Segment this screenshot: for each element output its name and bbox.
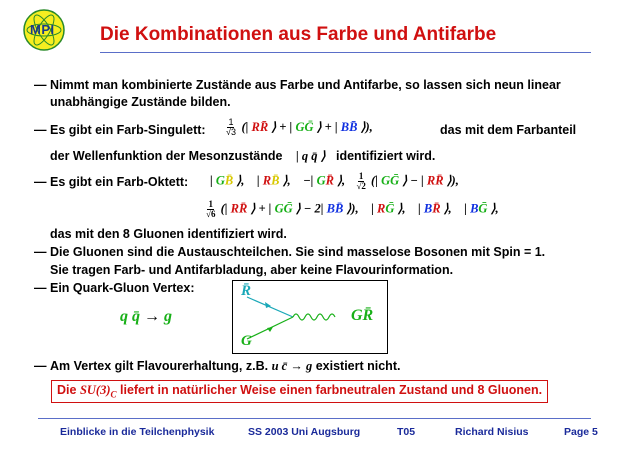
singlet-formula: $\frac{1}{√3}$ (| RR̄ ⟩ + | GḠ ⟩ + | BB̄ ⟩), [226,117,373,137]
bullet-2-line2a: der Wellenfunktion der Mesonzustände [50,149,283,163]
bullet-4-line1: Die Gluonen sind die Austauschteilchen. Sie sind masselose Bosonen mit Spin = 1. [50,245,546,259]
feynman-diagram [232,280,388,354]
bullet-dash: — [34,281,47,295]
footer-semester: SS 2003 Uni Augsburg [248,426,361,438]
bullet-dash: — [34,359,47,373]
label-gluon: GR̄ [351,307,374,324]
page-title: Die Kombinationen aus Farbe und Antifarbe [100,24,497,45]
octet-line1: | GB̄ ⟩, | RB̄ ⟩, −| GR̄ ⟩, $\frac{1}{√2}$ (| GḠ ⟩ − | RR̄ ⟩), [210,171,459,191]
title-rule [100,52,591,53]
bullet-3-line3: das mit den 8 Gluonen identifiziert wird. [50,227,287,241]
bullet-1-line1: Nimmt man kombinierte Zustände aus Farbe und Antifarbe, so lassen sich neun linear [50,78,561,92]
qqbar-ket: | q q̄ ⟩ [296,149,326,163]
octet-line2: $\frac{1}{√6}$ (| RR̄ ⟩ + | GḠ ⟩ − 2| BB̄ ⟩), | RḠ ⟩, | BR̄ ⟩, | BḠ ⟩, [206,199,499,219]
logo-text: MPI [30,22,55,37]
bullet-4-line2: Sie tragen Farb- und Antifarbladung, aber keine Flavourinformation. [50,263,454,277]
bullet-1-line2: unabhängige Zustände bilden. [50,95,231,109]
bullet-3-lead: Es gibt ein Farb-Oktett: [50,175,189,189]
vertex-equation: q q̄ → g [120,308,172,325]
footer-rule [38,418,591,419]
footer-course: Einblicke in die Teilchenphysik [60,426,215,438]
footer-page: Page 5 [564,426,598,438]
bullet-2-line2b: identifiziert wird. [336,149,436,163]
bullet-dash: — [34,245,47,259]
bullet-dash: — [34,123,47,137]
bullet-2-lead: Es gibt ein Farb-Singulett: [50,123,206,137]
fraction: $\frac{1}{√6}$ [206,199,216,219]
fraction: $\frac{1}{√2}$ [356,171,366,191]
conclusion-box: Die $SU(3)_C$ liefert in natürlicher Weise einen farbneutralen Zustand und 8 Gluonen. [51,380,548,403]
bullet-5: Ein Quark-Gluon Vertex: [50,281,195,295]
label-rbar: R̄ [241,283,252,299]
mpi-logo [22,8,66,52]
bullet-6: Am Vertex gilt Flavourerhaltung, z.B. u c̄ → g existiert nicht. [50,359,401,373]
fraction: $\frac{1}{√3}$ [226,117,236,137]
bullet-2-tail: das mit dem Farbanteil [440,123,577,137]
bullet-dash: — [34,78,47,92]
footer-author: Richard Nisius [455,426,529,438]
footer-code: T05 [397,426,416,438]
label-g: G [241,333,252,349]
bullet-dash: — [34,175,47,189]
